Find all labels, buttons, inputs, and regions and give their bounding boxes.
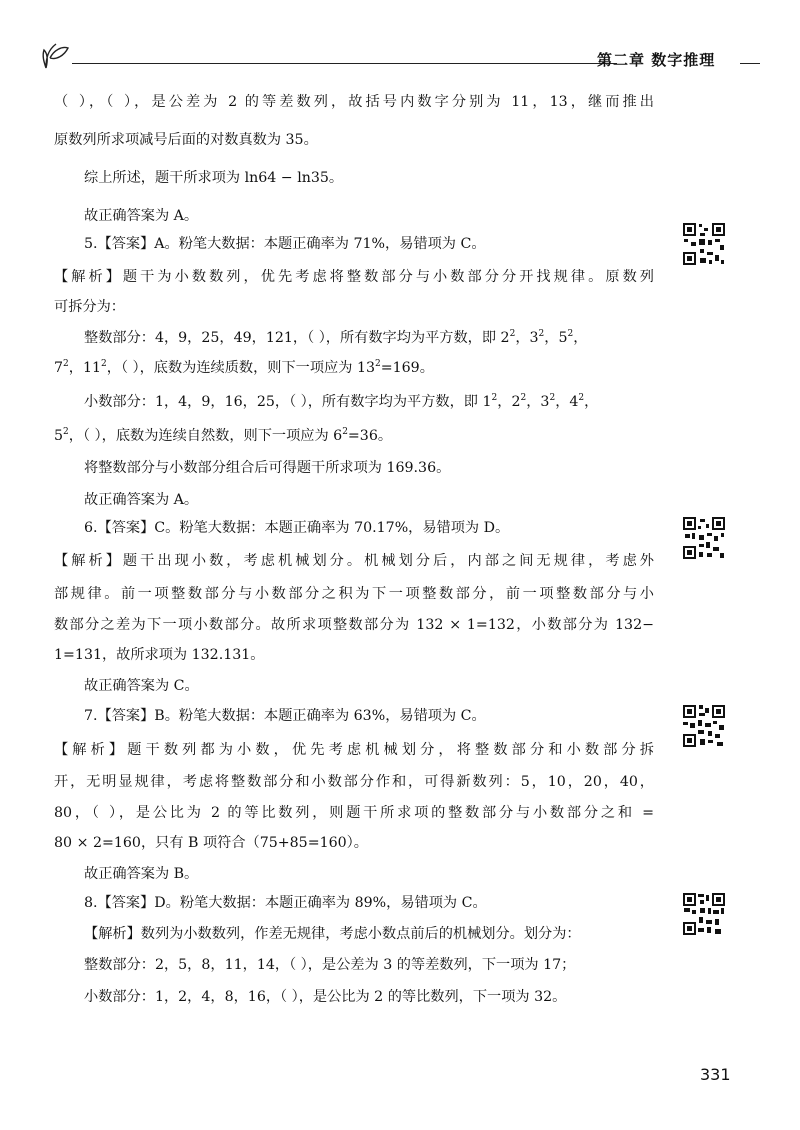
- answer-heading: 8.【答案】D。粉笔大数据：本题正确率为 89%，易错项为 C。: [84, 895, 487, 911]
- header-rule-left: [72, 63, 617, 64]
- answer-heading: 6.【答案】C。粉笔大数据：本题正确率为 70.17%，易错项为 D。: [84, 520, 510, 536]
- text-line: 1=131，故所求项为 132.131。: [54, 647, 265, 663]
- qr-code-icon[interactable]: [682, 516, 726, 560]
- text-line: 综上所述，题干所求项为 ln64 − ln35。: [84, 170, 344, 186]
- text-line: 小数部分：1，4，9，16，25，（ ），所有数字均为平方数，即 $1^2$，$2^2$，$3^2$，$4^2$，: [84, 393, 599, 410]
- text-line: 小数部分：1，2，4，8，16，（ ），是公比为 2 的等比数列，下一项为 32。: [84, 989, 567, 1005]
- text-line: 可拆分为：: [54, 299, 125, 315]
- page-number: 331: [700, 1065, 731, 1084]
- analysis-line: 【解析】题干数列都为小数，优先考虑机械划分，将整数部分和小数部分拆: [54, 742, 654, 758]
- answer-heading: 7.【答案】B。粉笔大数据：本题正确率为 63%，易错项为 C。: [84, 708, 486, 724]
- text-line: 部规律。前一项整数部分与小数部分之积为下一项整数部分，前一项整数部分与小: [54, 586, 654, 602]
- text-line: 整数部分：4，9，25，49，121，（ ），所有数字均为平方数，即 $2^2$，$3^2$，$5^2$，: [84, 329, 588, 346]
- leaf-icon: [40, 38, 74, 72]
- text-line: 故正确答案为 A。: [84, 208, 199, 224]
- answer-heading: 5.【答案】A。粉笔大数据：本题正确率为 71%，易错项为 C。: [84, 236, 486, 252]
- text-line: 将整数部分与小数部分组合后可得题干所求项为 169.36。: [84, 460, 451, 476]
- qr-code-icon[interactable]: [682, 892, 726, 936]
- text-line: $7^2$，$11^2$，（ ），底数为连续质数，则下一项应为 $13^2=169$。: [54, 359, 434, 376]
- qr-code-icon[interactable]: [682, 222, 726, 266]
- text-line: $5^2$，（ ），底数为连续自然数，则下一项应为 $6^2=36$。: [54, 427, 393, 444]
- text-line: 80 × 2=160，只有 B 项符合（75+85=160）。: [54, 835, 368, 851]
- analysis-line: 【解析】题干为小数数列，优先考虑将整数部分与小数部分分开找规律。原数列: [54, 269, 654, 285]
- analysis-line: 【解析】题干出现小数，考虑机械划分。机械划分后，内部之间无规律，考虑外: [54, 553, 654, 569]
- analysis-line: 【解析】数列为小数数列，作差无规律，考虑小数点前后的机械划分。划分为：: [84, 926, 581, 942]
- header-rule-right: [740, 63, 760, 64]
- text-line: 原数列所求项减号后面的对数真数为 35。: [54, 132, 318, 148]
- text-line: 故正确答案为 B。: [84, 866, 199, 882]
- qr-code-icon[interactable]: [682, 704, 726, 748]
- text-line: 整数部分：2，5，8，11，14，（ ），是公差为 3 的等差数列，下一项为 17；: [84, 957, 576, 973]
- text-line: 故正确答案为 C。: [84, 678, 199, 694]
- text-line: 80，（ ），是公比为 2 的等比数列，则题干所求项的整数部分与小数部分之和 =: [54, 805, 654, 821]
- text-line: 故正确答案为 A。: [84, 492, 199, 508]
- text-line: 开，无明显规律，考虑将整数部分和小数部分作和，可得新数列：5，10，20，40，: [54, 774, 654, 790]
- text-line: 数部分之差为下一项小数部分。故所求项整数部分为 132 × 1=132，小数部分为 132−: [54, 617, 654, 633]
- text-line: （ ），（ ），是公差为 2 的等差数列，故括号内数字分别为 11，13，继而推出: [54, 94, 654, 110]
- chapter-title: 第二章 数字推理: [597, 51, 716, 69]
- page-header: [40, 36, 760, 76]
